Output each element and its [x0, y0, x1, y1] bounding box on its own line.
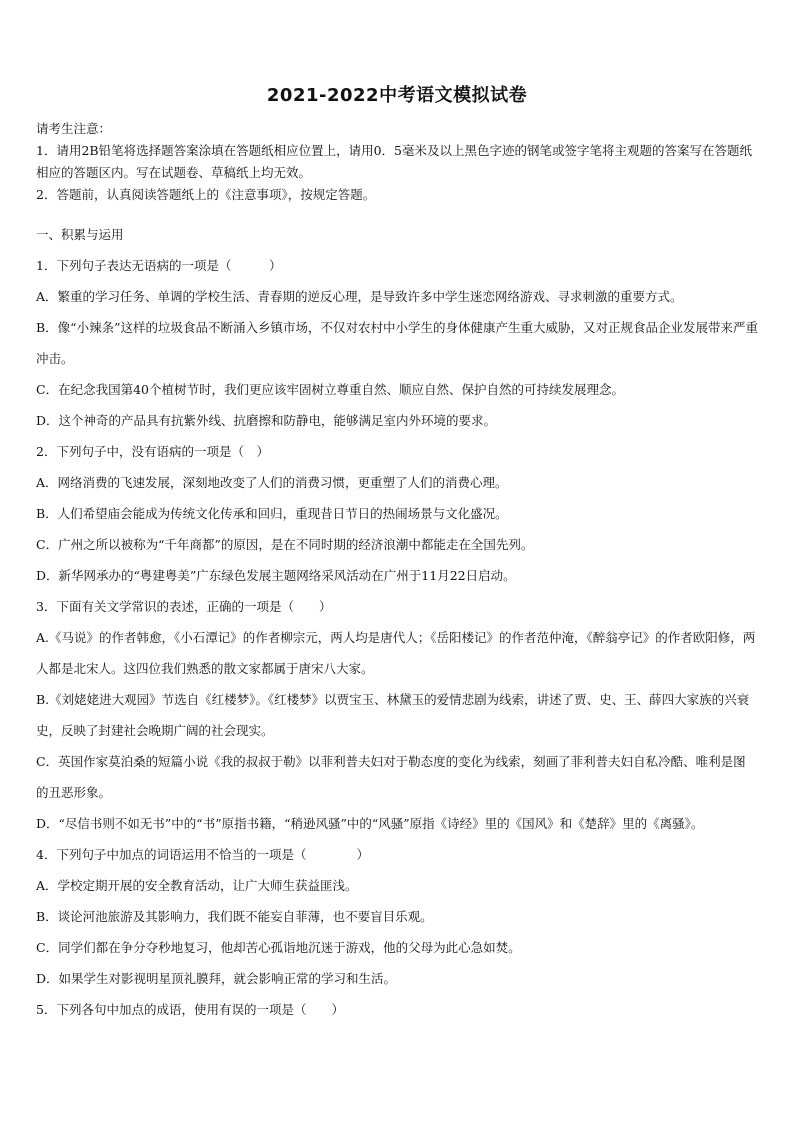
- option-a: A．学校定期开展的安全教育活动，让广大师生获益匪浅。: [36, 878, 358, 893]
- question-1: [36, 250, 758, 436]
- option-a: A．网络消费的飞速发展，深刻地改变了人们的消费习惯，更重塑了人们的消费心理。: [36, 475, 508, 490]
- option-a: A．繁重的学习任务、单调的学校生活、青春期的逆反心理，是导致许多中学生迷恋网络游戏、寻求刺激的重要方式。: [36, 289, 683, 304]
- option-c: C．同学们都在争分夺秒地复习，他却苦心孤诣地沉迷于游戏，他的父母为此心急如焚。: [36, 940, 521, 955]
- option-c: C．英国作家莫泊桑的短篇小说《我的叔叔于勒》以菲利普夫妇对于勒态度的变化为线索，刻画了菲利普夫妇自私冷酷、唯利是图的丑恶形象。: [36, 754, 746, 800]
- question-5: [36, 994, 758, 1025]
- notice-heading: 请考生注意：: [36, 121, 112, 136]
- option-a: A.《马说》的作者韩愈，《小石潭记》的作者柳宗元，两人均是唐代人；《岳阳楼记》的作者范仲淹，《醉翁亭记》的作者欧阳修，两人都是北宋人。这四位我们熟悉的散文家都属于唐宋八大家。: [36, 630, 756, 676]
- option-b: B．人们希望庙会能成为传统文化传承和回归，重现昔日节日的热闹场景与文化盛况。: [36, 506, 508, 521]
- question-stem: 1．下列句子表达无语病的一项是（ ）: [36, 258, 282, 273]
- option-b: B.《刘姥姥进大观园》节选自《红楼梦》。《红楼梦》以贾宝玉、林黛玉的爱情悲剧为线索，讲述了贾、史、王、薛四大家族的兴衰史，反映了封建社会晚期广阔的社会现实。: [36, 692, 750, 738]
- option-b: B．谈论河池旅游及其影响力，我们既不能妄自菲薄，也不要盲目乐观。: [36, 909, 433, 924]
- option-b: B．像“小辣条”这样的垃圾食品不断涌入乡镇市场，不仅对农村中小学生的身体健康产生重大威胁，又对正规食品企业发展带来严重冲击。: [36, 320, 758, 366]
- section-heading: 一、积累与运用: [36, 227, 124, 242]
- option-c: C．在纪念我国第40个植树节时，我们更应该牢固树立尊重自然、顺应自然、保护自然的可持续发展理念。: [36, 382, 624, 397]
- question-stem: 4．下列句子中加点的词语运用不恰当的一项是（ ）: [36, 847, 369, 862]
- question-2: [36, 436, 758, 591]
- question-stem: 3．下面有关文学常识的表述，正确的一项是（ ）: [36, 599, 332, 614]
- question-4: [36, 839, 758, 994]
- option-d: D．“尽信书则不如无书”中的“书”原指书籍，“稍逊风骚”中的“风骚”原指《诗经》里的《国风》和《楚辞》里的《离骚》。: [36, 816, 704, 831]
- option-d: D．这个神奇的产品具有抗紫外线、抗磨擦和防静电，能够满足室内外环境的要求。: [36, 413, 497, 428]
- notice-item-2: 2．答题前，认真阅读答题纸上的《注意事项》，按规定答题。: [36, 187, 376, 202]
- spacer: [36, 206, 758, 224]
- question-stem: 2．下列句子中，没有语病的一项是（ ）: [36, 444, 269, 459]
- question-stem: 5．下列各句中加点的成语，使用有误的一项是（ ）: [36, 1002, 344, 1017]
- question-3: [36, 591, 758, 839]
- option-c: C．广州之所以被称为“千年商都”的原因，是在不同时期的经济浪潮中都能走在全国先列。: [36, 537, 534, 552]
- page-title: 2021-2022中考语文模拟试卷: [266, 85, 528, 106]
- option-d: D．如果学生对影视明星顶礼膜拜，就会影响正常的学习和生活。: [36, 971, 397, 986]
- notice-item-1: 1．请用2B铅笔将选择题答案涂填在答题纸相应位置上，请用0．5毫米及以上黑色字迹的钢笔或签字笔将主观题的答案写在答题纸相应的答题区内。写在试题卷、草稿纸上均无效。: [36, 143, 752, 180]
- option-d: D．新华网承办的“粤建粤美”广东绿色发展主题网络采风活动在广州于11月22日启动。: [36, 568, 516, 583]
- notice-block: [36, 118, 758, 206]
